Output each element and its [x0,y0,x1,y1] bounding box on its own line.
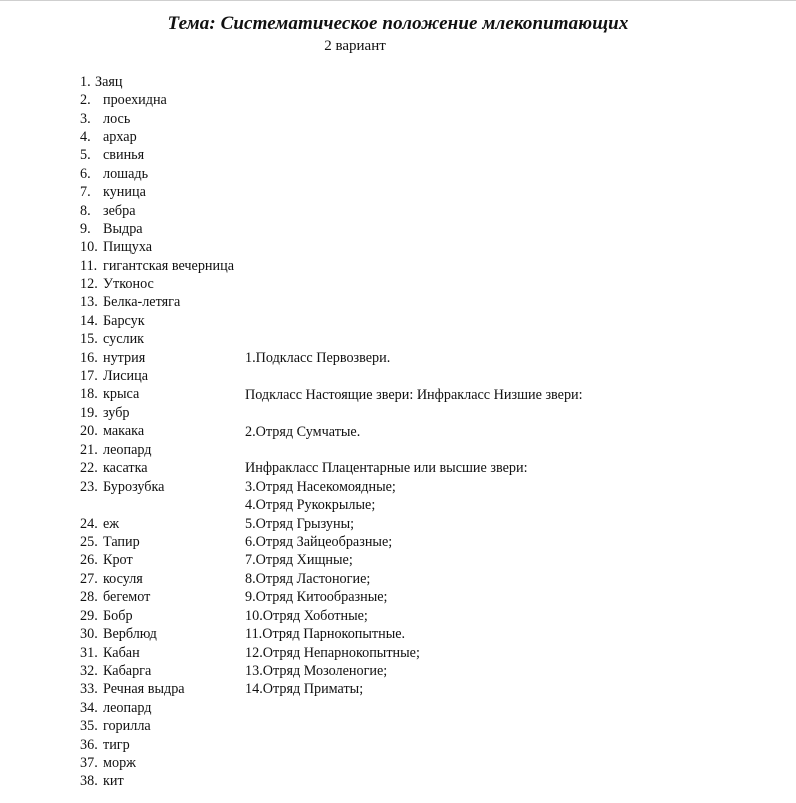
animal-list-item [80,202,136,220]
animal-number: 19. [80,405,98,421]
animal-list-item [80,607,133,625]
animal-number: 10. [80,239,98,255]
taxonomy-item: 4.Отряд Рукокрылые; [245,497,376,513]
animal-list-item [80,275,154,293]
animal-name: Утконос [103,276,154,292]
animal-number: 28. [80,589,98,605]
taxonomy-item: 5.Отряд Грызуны; [245,516,355,532]
animal-number: 18. [80,386,98,402]
taxonomy-item: 13.Отряд Мозоленогие; [245,663,388,679]
animal-name: куница [103,184,146,200]
taxonomy-item: 2.Отряд Сумчатые. [245,424,361,440]
animal-list-item [80,91,167,109]
animal-name: косуля [103,571,143,587]
animal-name: Лисица [103,368,148,384]
animal-number: 20. [80,423,98,439]
animal-list-item [80,551,133,569]
animal-name: крыса [103,386,140,402]
animal-list-item [80,625,157,643]
animal-name: кит [103,773,124,789]
animal-list-item [80,772,124,790]
animal-list-item [80,367,148,385]
animal-number: 3. [80,111,91,127]
animal-number: 1. [80,74,91,90]
animal-list-item [80,312,145,330]
taxonomy-item: Инфракласс Плацентарные или высшие звери: [245,460,528,476]
taxonomy-item: 8.Отряд Ластоногие; [245,571,371,587]
animal-number: 17. [80,368,98,384]
animal-name: Заяц [95,74,123,90]
animal-number: 16. [80,350,98,366]
animal-list-item [80,238,152,256]
taxonomy-item: 11.Отряд Парнокопытные. [245,626,406,642]
taxonomy-item: 10.Отряд Хоботные; [245,608,368,624]
animal-number: 30. [80,626,98,642]
animal-number: 27. [80,571,98,587]
animal-number: 4. [80,129,91,145]
taxonomy-item: Подкласс Настоящие звери: Инфракласс Низшие звери: [245,387,583,403]
animal-list-item [80,736,130,754]
animal-list-item [80,73,123,91]
animal-name: Барсук [103,313,145,329]
taxonomy-item: 3.Отряд Насекомоядные; [245,479,396,495]
animal-list-item [80,699,152,717]
animal-list-item [80,515,119,533]
animal-list-item [80,662,151,680]
animal-name: Пищуха [103,239,153,255]
animal-number: 36. [80,737,98,753]
animal-name: Белка-летяга [103,294,181,310]
animal-number: 7. [80,184,91,200]
animal-list-item [80,570,143,588]
animal-list-item [80,680,185,698]
animal-number: 5. [80,147,91,163]
animal-list-item [80,404,130,422]
animal-name: касатка [103,460,148,476]
animal-list-item [80,349,145,367]
animal-list-item [80,459,148,477]
animal-name: леопард [103,442,152,458]
animal-list-item [80,165,148,183]
animal-name: Бурозубка [103,479,165,495]
animal-list-item [80,257,234,275]
animal-list-item [80,644,140,662]
animal-name: свинья [103,147,145,163]
animal-number: 32. [80,663,98,679]
animal-name: тигр [103,737,130,753]
animal-list-item [80,146,144,164]
animal-number: 2. [80,92,91,108]
animal-name: бегемот [103,589,151,605]
animal-number: 22. [80,460,98,476]
taxonomy-item: 1.Подкласс Первозвери. [245,350,391,366]
animal-name: суслик [103,331,145,347]
taxonomy-item: 7.Отряд Хищные; [245,552,353,568]
animal-list-item [80,533,140,551]
animal-name: Крот [103,552,133,568]
animal-name: леопард [103,700,152,716]
animal-list-item [80,717,151,735]
animal-name: Верблюд [103,626,157,642]
animal-list-item [80,330,144,348]
animal-number: 35. [80,718,98,734]
animal-number: 33. [80,681,98,697]
animal-name: Кабан [103,645,140,661]
animal-number: 38. [80,773,98,789]
animal-number: 25. [80,534,98,550]
animal-name: зубр [103,405,130,421]
variant-label: 2 вариант [324,38,386,54]
animal-list-item [80,441,152,459]
animal-name: Выдра [103,221,143,237]
animal-number: 14. [80,313,98,329]
animal-name: лошадь [103,166,149,182]
animal-number: 15. [80,331,98,347]
animal-name: нутрия [103,350,146,366]
animal-number: 31. [80,645,98,661]
animal-list-item [80,220,143,238]
animal-list-item [80,478,164,496]
animal-name: макака [103,423,145,439]
animal-number: 8. [80,203,91,219]
animal-number: 11. [80,258,98,274]
animal-name: гигантская вечерница [103,258,234,274]
animal-name: архар [103,129,137,145]
animal-name: Бобр [103,608,133,624]
taxonomy-item: 9.Отряд Китообразные; [245,589,388,605]
animal-number: 23. [80,479,98,495]
animal-list-item [80,588,150,606]
animal-number: 26. [80,552,98,568]
animal-number: 13. [80,294,98,310]
animal-name: Речная выдра [103,681,185,697]
animal-number: 12. [80,276,98,292]
page-title: Тема: Систематическое положение млекопитающих [167,13,629,34]
taxonomy-item: 6.Отряд Зайцеобразные; [245,534,393,550]
animal-list-item [80,754,136,772]
animal-list-item [80,110,130,128]
animal-number: 6. [80,166,91,182]
animal-number: 9. [80,221,91,237]
taxonomy-item: 12.Отряд Непарнокопытные; [245,645,420,661]
taxonomy-item: 14.Отряд Приматы; [245,681,364,697]
animal-name: лось [103,111,131,127]
animal-name: проехидна [103,92,167,108]
animal-name: еж [103,516,120,532]
animal-number: 24. [80,516,98,532]
animal-name: Тапир [103,534,140,550]
top-divider [0,0,796,1]
animal-list-item [80,293,180,311]
animal-name: морж [103,755,136,771]
animal-list-item [80,422,144,440]
animal-number: 21. [80,442,98,458]
animal-number: 37. [80,755,98,771]
animal-name: Кабарга [103,663,152,679]
animal-list-item [80,128,137,146]
animal-name: зебра [103,203,136,219]
animal-number: 29. [80,608,98,624]
animal-number: 34. [80,700,98,716]
animal-list-item [80,183,146,201]
animal-name: горилла [103,718,151,734]
animal-list-item [80,385,139,403]
